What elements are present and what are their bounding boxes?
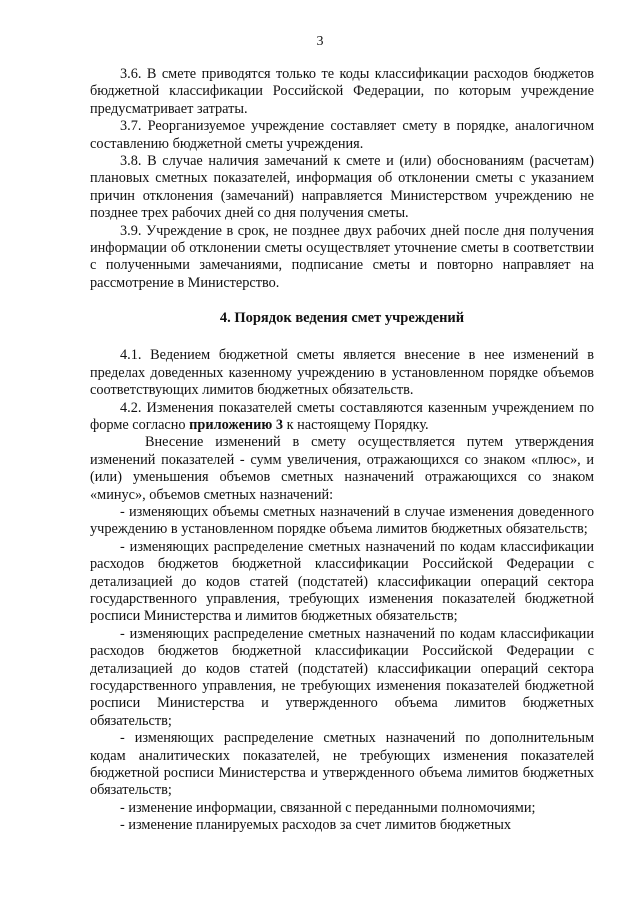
paragraph-changes: Внесение изменений в смету осуществляется путем утверждения изменений показателей - сумм увеличения, отражающихся со знаком «плюс», и (или) уменьшения объемов сметных назначений отражающихся со знаком «минус», объемов сметных назначений: — [90, 434, 594, 503]
paragraph-4-2-tail: к настоящему Порядку. — [283, 416, 429, 433]
paragraph-3-6: 3.6. В смете приводятся только те коды классификации расходов бюджетов бюджетной классификации Российской Федерации, по которым учреждение предусматривает затраты. — [90, 66, 594, 117]
paragraph-4-1: 4.1. Ведением бюджетной сметы является внесение в нее изменений в пределах доведенных казенному учреждению в установленном порядке объемов соответствующих лимитов бюджетных обязательств. — [90, 347, 594, 399]
paragraph-4-2 — [90, 400, 594, 435]
paragraph-4-2-text: 4.2. Изменения показателей сметы составляются казенным учреждением по форме согласно — [90, 399, 594, 433]
list-item: - изменяющих распределение сметных назначений по дополнительным кодам аналитических показателей, не требующих изменения показателей бюджетной росписи Министерства и утвержденного объема лимитов бюджетных обязательств; — [90, 730, 594, 799]
paragraph-3-9: 3.9. Учреждение в срок, не позднее двух рабочих дней после дня получения информации об отклонении сметы осуществляет уточнение сметы в соответствии с полученными замечаниями, подписание сметы и повторно направляет на рассмотрение в Министерство. — [90, 222, 594, 291]
page-number: 3 — [316, 34, 324, 49]
document-body — [90, 66, 594, 835]
list-item: - изменяющих объемы сметных назначений в случае изменения доведенного учреждению в установленном порядке объема лимитов бюджетных обязательств; — [90, 503, 594, 538]
list-item: - изменение информации, связанной с переданными полномочиями; — [120, 799, 536, 816]
paragraph-3-7: 3.7. Реорганизуемое учреждение составляет смету в порядке, аналогичном составлению бюджетной сметы учреждения. — [90, 118, 594, 152]
list-item: - изменение планируемых расходов за счет лимитов бюджетных — [120, 817, 512, 834]
appendix-3-reference: приложению 3 — [189, 416, 284, 433]
list-item: - изменяющих распределение сметных назначений по кодам классификации расходов бюджетов бюджетной классификации Российской Федерации с детализацией до кодов статей (подстатей) классификации операций сектора государственного управления, не требующих изменения показателей бюджетной росписи Министерства и утвержденного объема лимитов бюджетных обязательств; — [90, 625, 594, 729]
paragraph-3-8: 3.8. В случае наличия замечаний к смете и (или) обоснованиям (расчетам) плановых сметных показателей, информация об отклонении сметы с указанием причин отклонения (замечаний) направляется Министерством учреждению не позднее трех рабочих дней со дня получения сметы. — [90, 153, 594, 222]
list-item: - изменяющих распределение сметных назначений по кодам классификации расходов бюджетов бюджетной классификации Российской Федерации с детализацией до кодов статей (подстатей) классификации операций сектора государственного управления, требующих изменения показателей бюджетной росписи Министерства и лимитов бюджетных обязательств; — [90, 538, 594, 625]
section-4-heading: 4. Порядок ведения смет учреждений — [219, 310, 465, 327]
